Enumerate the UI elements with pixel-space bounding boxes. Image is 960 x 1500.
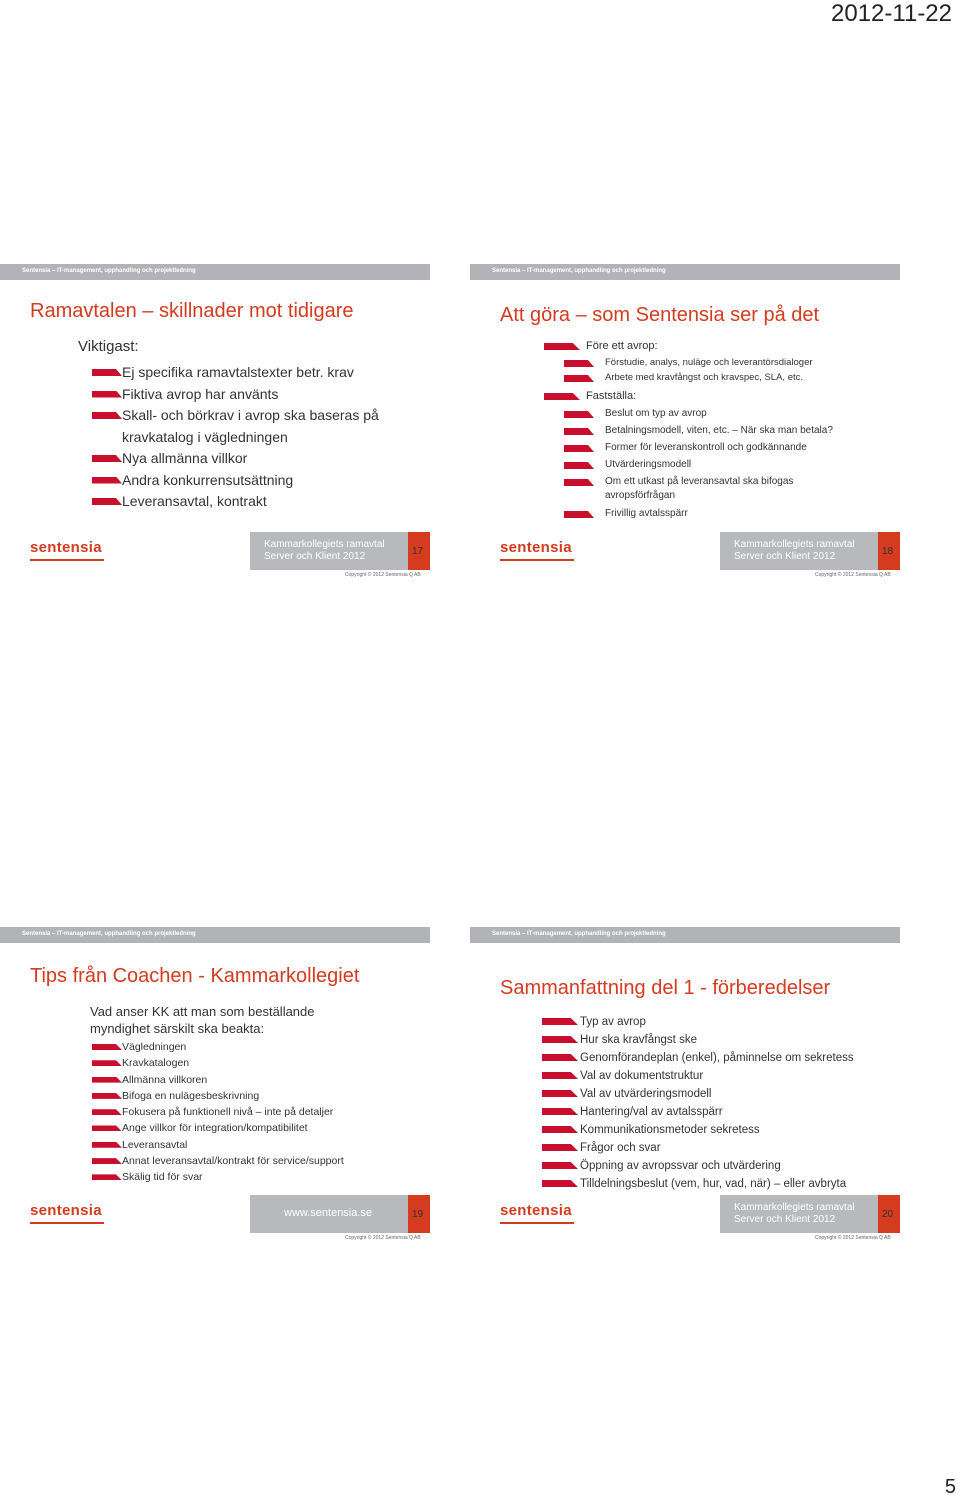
bullet-bar-icon xyxy=(92,369,122,376)
footer-box xyxy=(250,1195,410,1233)
slide-body xyxy=(78,338,139,358)
bullet-bar-icon xyxy=(542,1144,578,1151)
copyright: Copyright © 2012 Sentensia Q AB xyxy=(345,572,421,578)
footer-box xyxy=(250,532,410,570)
bullet-bar-icon xyxy=(92,1109,122,1115)
website-link[interactable]: www.sentensia.se xyxy=(284,1207,373,1219)
slide-header-bar xyxy=(0,264,430,280)
footer-box xyxy=(720,532,880,570)
bullet-bar-icon xyxy=(542,1180,578,1187)
logo-underline xyxy=(500,1222,574,1224)
bullet-bar-icon xyxy=(542,1018,578,1025)
slide-header-bar xyxy=(470,264,900,280)
list-item: Allmänna villkoren xyxy=(92,1072,344,1088)
sentensia-logo: sentensia xyxy=(30,539,102,556)
list-item: Fokusera på funktionell nivå – inte på detaljer xyxy=(92,1104,344,1120)
slide-number: 17 xyxy=(412,546,424,557)
bullet-list xyxy=(92,362,379,513)
list-item-continuation: avropsförfrågan xyxy=(605,490,676,501)
bullet-bar-icon xyxy=(92,1044,122,1050)
bullet-bar-icon xyxy=(92,1060,122,1066)
slide-title: Ramavtalen – skillnader mot tidigare xyxy=(30,300,354,322)
bullet-bar-icon xyxy=(92,498,122,505)
slide-number: 20 xyxy=(882,1209,894,1220)
list-item: Leveransavtal, kontrakt xyxy=(92,491,379,513)
bullet-bar-icon xyxy=(564,462,594,469)
slide-header-text: Sentensia – IT-management, upphandling och projektledning xyxy=(492,931,666,937)
list-item: Vägledningen xyxy=(92,1039,344,1055)
copyright: Copyright © 2012 Sentensia Q AB xyxy=(815,572,891,578)
list-item: Förstudie, analys, nuläge och leverantörsdialoger xyxy=(544,357,833,372)
list-item: Beslut om typ av avrop xyxy=(544,408,833,425)
slide-19 xyxy=(0,927,430,1247)
bullet-bar-icon xyxy=(564,511,594,518)
footer-line1: Kammarkollegiets ramavtal xyxy=(734,539,855,550)
bullet-bar-icon xyxy=(564,479,594,486)
slide-title: Sammanfattning del 1 - förberedelser xyxy=(500,977,831,999)
footer-line2: Server och Klient 2012 xyxy=(264,551,366,562)
list-item: Nya allmänna villkor xyxy=(92,448,379,470)
copyright: Copyright © 2012 Sentensia Q AB xyxy=(345,1235,421,1241)
copyright: Copyright © 2012 Sentensia Q AB xyxy=(815,1235,891,1241)
list-item: Annat leveransavtal/kontrakt för service/support xyxy=(92,1153,344,1169)
list-item: Val av utvärderingsmodell xyxy=(542,1085,854,1103)
slide-title: Tips från Coachen - Kammarkollegiet xyxy=(30,965,360,987)
list-item: Utvärderingsmodell xyxy=(544,459,833,476)
list-item: Betalningsmodell, viten, etc. – När ska man betala? xyxy=(544,425,833,442)
list-item: Före ett avrop: xyxy=(544,340,833,357)
slide-number: 19 xyxy=(412,1209,424,1220)
bullet-bar-icon xyxy=(564,375,594,382)
footer-line2: Server och Klient 2012 xyxy=(734,1214,836,1225)
list-item-continuation: kravkatalog i vägledningen xyxy=(122,428,288,445)
slide-20 xyxy=(470,927,900,1247)
bullet-bar-icon xyxy=(542,1054,578,1061)
bullet-list xyxy=(92,1039,344,1186)
list-item: Andra konkurrensutsättning xyxy=(92,470,379,492)
bullet-bar-icon xyxy=(542,1162,578,1169)
slide-18 xyxy=(470,264,900,584)
slide-header-text: Sentensia – IT-management, upphandling och projektledning xyxy=(22,931,196,937)
bullet-bar-icon xyxy=(542,1108,578,1115)
page-date: 2012-11-22 xyxy=(831,0,952,27)
list-item: Former för leveranskontroll och godkännande xyxy=(544,442,833,459)
list-item: Val av dokumentstruktur xyxy=(542,1067,854,1085)
slide-17 xyxy=(0,264,430,584)
list-item: Leveransavtal xyxy=(92,1137,344,1153)
intro-line-1: Vad anser KK att man som beställande xyxy=(90,1004,315,1019)
slide-header-text: Sentensia – IT-management, upphandling och projektledning xyxy=(492,268,666,274)
bullet-bar-icon xyxy=(92,1158,122,1164)
page-number: 5 xyxy=(944,1476,956,1498)
bullet-bar-icon xyxy=(92,1077,122,1083)
list-item: Ange villkor för integration/kompatibilitet xyxy=(92,1120,344,1136)
sentensia-logo: sentensia xyxy=(500,1202,572,1219)
bullet-bar-icon xyxy=(92,477,122,484)
slide-header-bar xyxy=(0,927,430,943)
bullet-bar-icon xyxy=(544,393,580,400)
list-item: Ej specifika ramavtalstexter betr. krav xyxy=(92,362,379,384)
list-item: Arbete med kravfångst och kravspec, SLA, etc. xyxy=(544,372,833,390)
bullet-bar-icon xyxy=(564,428,594,435)
list-item: Fastställa: xyxy=(544,390,833,408)
list-item: Fiktiva avrop har använts xyxy=(92,384,379,406)
bullet-bar-icon xyxy=(542,1036,578,1043)
list-item: Frågor och svar xyxy=(542,1139,854,1157)
footer-box xyxy=(720,1195,880,1233)
intro xyxy=(90,1003,315,1037)
slide-header-bar xyxy=(470,927,900,943)
footer-line1: Kammarkollegiets ramavtal xyxy=(264,539,385,550)
bullet-bar-icon xyxy=(542,1072,578,1079)
footer-line1: Kammarkollegiets ramavtal xyxy=(734,1202,855,1213)
bullet-bar-icon xyxy=(564,445,594,452)
bullet-bar-icon xyxy=(92,1142,122,1148)
bullet-bar-icon xyxy=(564,360,594,367)
list-item: Hur ska kravfångst ske xyxy=(542,1031,854,1049)
slide-number: 18 xyxy=(882,546,894,557)
bullet-bar-icon xyxy=(542,1090,578,1097)
list-item: Om ett utkast på leveransavtal ska bifogas xyxy=(544,476,833,490)
list-item: Skall- och börkrav i avrop ska baseras på xyxy=(92,405,379,427)
bullet-bar-icon xyxy=(92,412,122,419)
bullet-bar-icon xyxy=(92,1093,122,1099)
bullet-bar-icon xyxy=(92,391,122,398)
footer-line2: Server och Klient 2012 xyxy=(734,551,836,562)
bullet-bar-icon xyxy=(544,343,580,350)
slide-title: Att göra – som Sentensia ser på det xyxy=(500,304,820,326)
logo-underline xyxy=(30,1222,104,1224)
intro-line-2: myndighet särskilt ska beakta: xyxy=(90,1021,265,1036)
intro-text: Viktigast: xyxy=(78,338,139,355)
list-item: Typ av avrop xyxy=(542,1013,854,1031)
bullet-bar-icon xyxy=(92,455,122,462)
logo-underline xyxy=(30,559,104,561)
list-item: Frivillig avtalsspärr xyxy=(544,508,833,525)
bullet-list xyxy=(544,340,833,525)
list-item: Tilldelningsbeslut (vem, hur, vad, när) – eller avbryta xyxy=(542,1175,854,1193)
list-item: Kravkatalogen xyxy=(92,1055,344,1071)
list-item: Kommunikationsmetoder sekretess xyxy=(542,1121,854,1139)
list-item: Skälig tid för svar xyxy=(92,1169,344,1185)
bullet-list xyxy=(542,1013,854,1193)
list-item: Hantering/val av avtalsspärr xyxy=(542,1103,854,1121)
bullet-bar-icon xyxy=(92,1125,122,1131)
list-item: Genomförandeplan (enkel), påminnelse om sekretess xyxy=(542,1049,854,1067)
sentensia-logo: sentensia xyxy=(500,539,572,556)
list-item: Bifoga en nulägesbeskrivning xyxy=(92,1088,344,1104)
bullet-bar-icon xyxy=(92,1174,122,1180)
sentensia-logo: sentensia xyxy=(30,1202,102,1219)
logo-underline xyxy=(500,559,574,561)
list-item: Öppning av avropssvar och utvärdering xyxy=(542,1157,854,1175)
bullet-bar-icon xyxy=(542,1126,578,1133)
bullet-bar-icon xyxy=(564,411,594,418)
slide-header-text: Sentensia – IT-management, upphandling och projektledning xyxy=(22,268,196,274)
